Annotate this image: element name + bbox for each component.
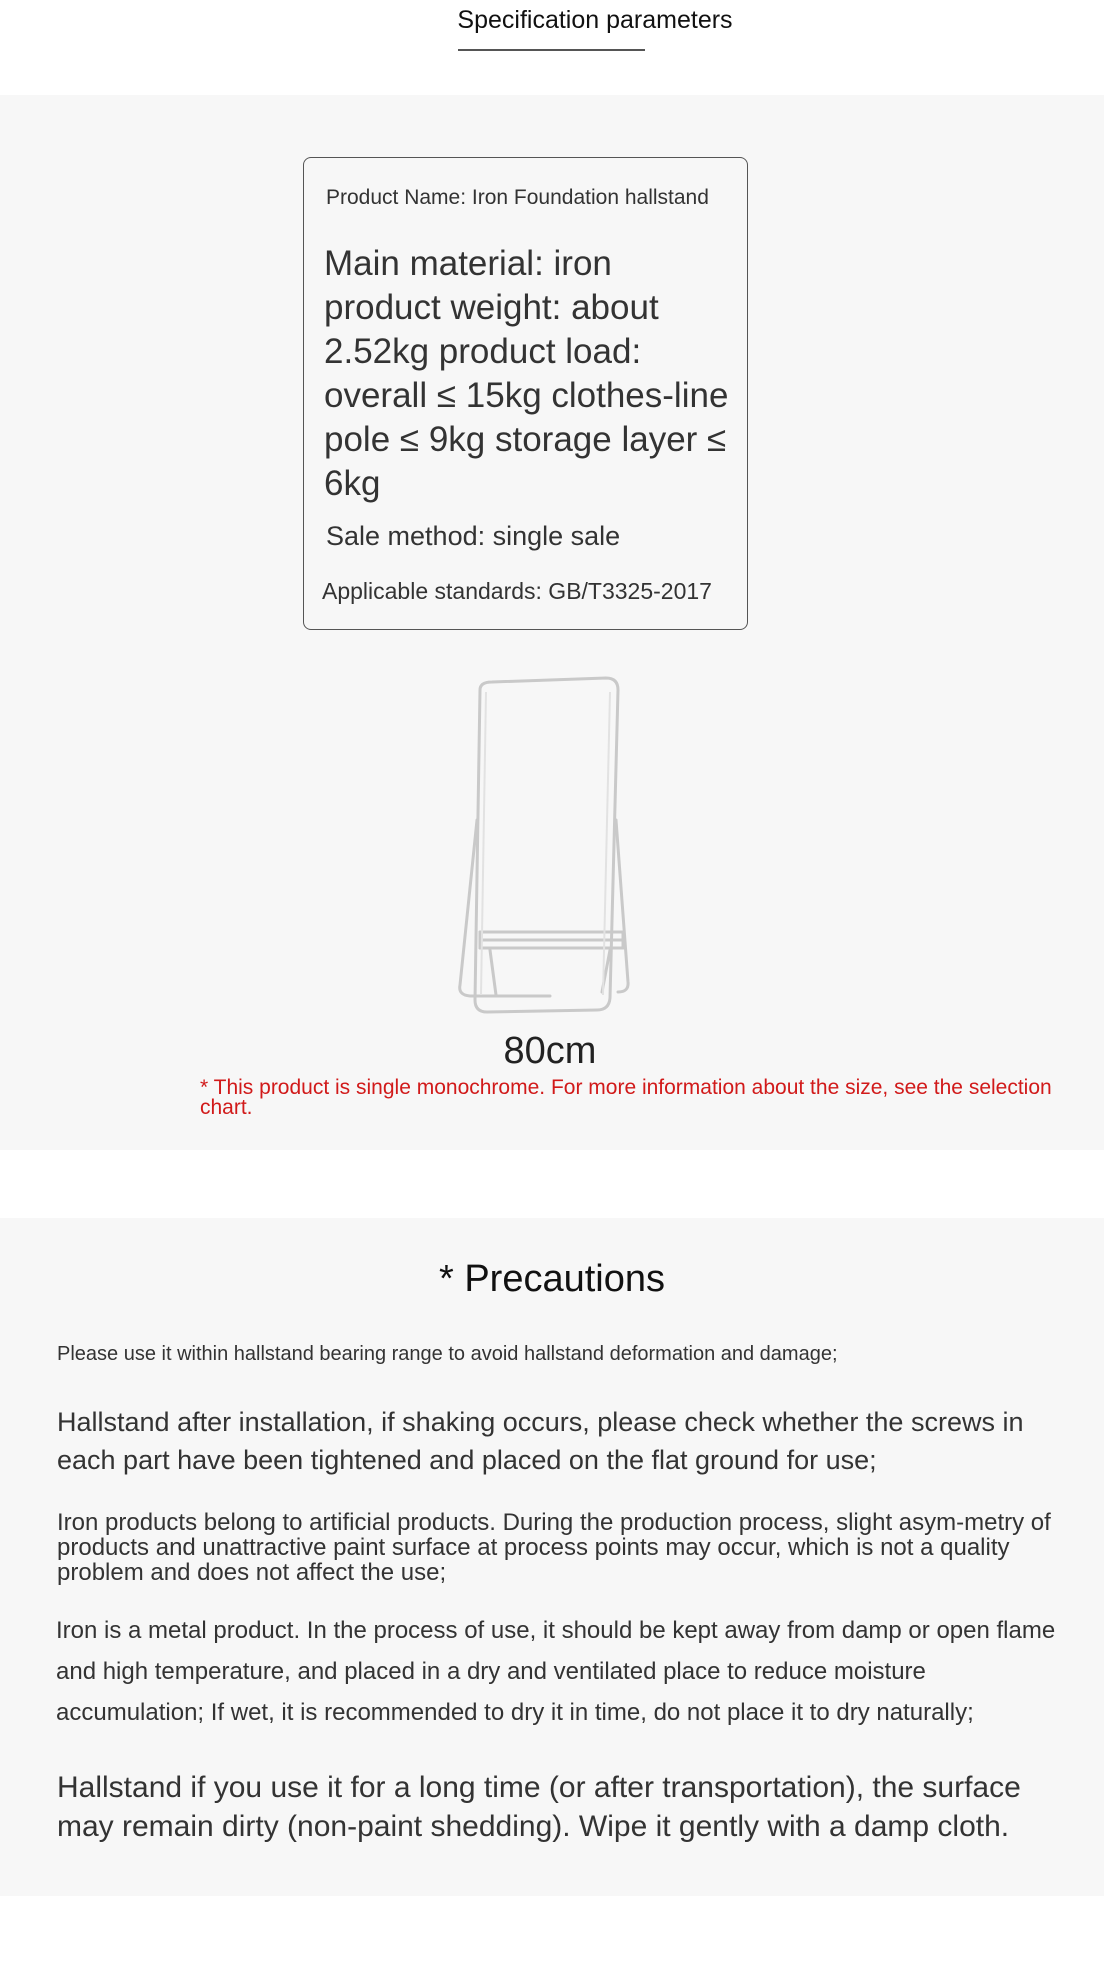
dimension-label: 80cm — [503, 1030, 597, 1072]
precaution-item: Iron is a metal product. In the process of use, it should be kept away from damp or open flame and high temperature, and placed in a dry and ventilated place to reduce moisture accumulation; If wet, it is recommended to dry it in time, do not place it to dry naturally; — [56, 1617, 1056, 1726]
specification-section — [0, 95, 1104, 1150]
size-note: * This product is single monochrome. For more information about the size, see the selection chart. — [200, 1076, 1052, 1119]
applicable-standards: Applicable standards: GB/T3325-2017 — [322, 578, 712, 604]
precaution-item: Iron products belong to artificial products. During the production process, slight asym-metry of products and unattractive paint surface at process points may occur, which is not a quality problem and does not affect the use; — [57, 1509, 1051, 1586]
spec-box — [303, 157, 748, 630]
page-header — [0, 0, 1104, 95]
title-underline — [458, 49, 645, 51]
precautions-title: * Precautions — [438, 1258, 665, 1300]
material-info: Main material: iron product weight: about 2.52kg product load: overall ≤ 15kg clothes-line pole ≤ 9kg storage layer ≤ 6kg — [324, 244, 729, 503]
sale-method: Sale method: single sale — [326, 521, 621, 551]
section-title: Specification parameters — [457, 6, 733, 34]
precautions-section — [0, 1218, 1104, 1896]
coat-rack-illustration-icon — [450, 670, 640, 1030]
precaution-item: Hallstand after installation, if shaking occurs, please check whether the screws in each part have been tightened and placed on the flat ground for use; — [57, 1407, 1024, 1475]
product-name: Product Name: Iron Foundation hallstand — [326, 186, 709, 209]
precaution-item: Please use it within hallstand bearing range to avoid hallstand deformation and damage; — [57, 1343, 838, 1365]
precaution-item: Hallstand if you use it for a long time (or after transportation), the surface may remain dirty (non-paint shedding). Wipe it gently with a damp cloth. — [57, 1771, 1021, 1843]
